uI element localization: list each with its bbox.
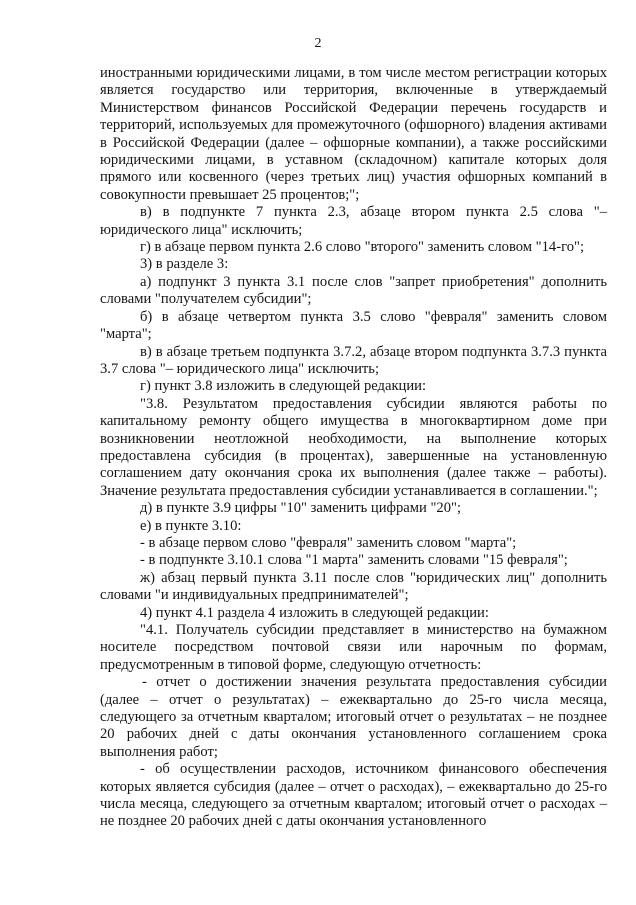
- paragraph-continuation: иностранными юридическими лицами, в том числе местом регистрации которых является государство или территория, включенные в утверждаемый Министерством финансов Российской Федерации перечень государств и территорий, используемых для промежуточного (офшорного) владения активами в Российской Федерации (далее – офшорные компании), а также российскими юридическими лицами, в уставном (складочном) капитале которых доля прямого или косвенного (через третьих лиц) участия офшорных компаний в совокупности превышает 25 процентов;";: [100, 65, 607, 203]
- paragraph-item-e-3-10: е) в пункте 3.10:: [140, 517, 242, 534]
- document-body: [100, 65, 607, 831]
- paragraph-report-results: - отчет о достижении значения результата предоставления субсидии (далее – отчет о результатах) – ежеквартально до 25-го числа месяца, следующего за отчетным кварталом; итоговый отчет о результатах – не позднее 20 рабочих дней с даты окончания установленного соглашением срока выполнения работ;: [100, 674, 607, 760]
- paragraph-item-g-3-8: г) пункт 3.8 изложить в следующей редакции:: [140, 378, 427, 395]
- paragraph-3-10-first: - в абзаце первом слово "февраля" заменить словом "марта";: [140, 534, 517, 551]
- paragraph-4-1-text: "4.1. Получатель субсидии представляет в министерство на бумажном носителе посредством почтовой связи или нарочным по формам, предусмотренным в типовой форме, следующую отчетность:: [100, 622, 607, 673]
- paragraph-item-d-3-9: д) в пункте 3.9 цифры "10" заменить цифрами "20";: [140, 500, 462, 517]
- paragraph-report-expenses: - об осуществлении расходов, источником финансового обеспечения которых является субсидия (далее – отчет о расходах), – ежеквартально до 25-го числа месяца, следующего за отчетным кварталом; итоговый отчет о расходах – не позднее 20 рабочих дней с даты окончания установленного: [100, 761, 607, 830]
- paragraph-item-a-3-1: а) подпункт 3 пункта 3.1 после слов "запрет приобретения" дополнить словами "получателем субсидии";: [100, 273, 607, 308]
- paragraph-3-10-1: - в подпункте 3.10.1 слова "1 марта" заменить словами "15 февраля";: [140, 552, 568, 569]
- paragraph-item-zh-3-11: ж) абзац первый пункта 3.11 после слов "юридических лиц" дополнить словами "и индивидуальных предпринимателей";: [100, 569, 607, 604]
- paragraph-item-g-2-6: г) в абзаце первом пункта 2.6 слово "второго" заменить словом "14-го";: [140, 239, 585, 256]
- paragraph-item-b-3-5: б) в абзаце четвертом пункта 3.5 слово "февраля" заменить словом "марта";: [100, 308, 607, 343]
- paragraph-item-4-4-1: 4) пункт 4.1 раздела 4 изложить в следующей редакции:: [140, 604, 489, 621]
- paragraph-3-8-text: "3.8. Результатом предоставления субсидии являются работы по капитальному ремонту общего имущества в многоквартирном доме при возникновении неотложной необходимости, на выполнение которых предоставлена субсидия (в процентах), завершенные на установленную соглашением дату окончания срока их выполнения (далее также – работы). Значение результата предоставления субсидии устанавливается в соглашении.";: [100, 395, 607, 499]
- paragraph-item-v-3-7: в) в абзаце третьем подпункта 3.7.2, абзаце втором подпункта 3.7.3 пункта 3.7 слова "– юридического лица" исключить;: [100, 343, 607, 377]
- paragraph-item-v-2-3: в) в подпункте 7 пункта 2.3, абзаце втором пункта 2.5 слова "– юридического лица" исключить;: [100, 204, 607, 238]
- page-number: 2: [314, 36, 322, 51]
- paragraph-section-3-heading: 3) в разделе 3:: [140, 256, 229, 273]
